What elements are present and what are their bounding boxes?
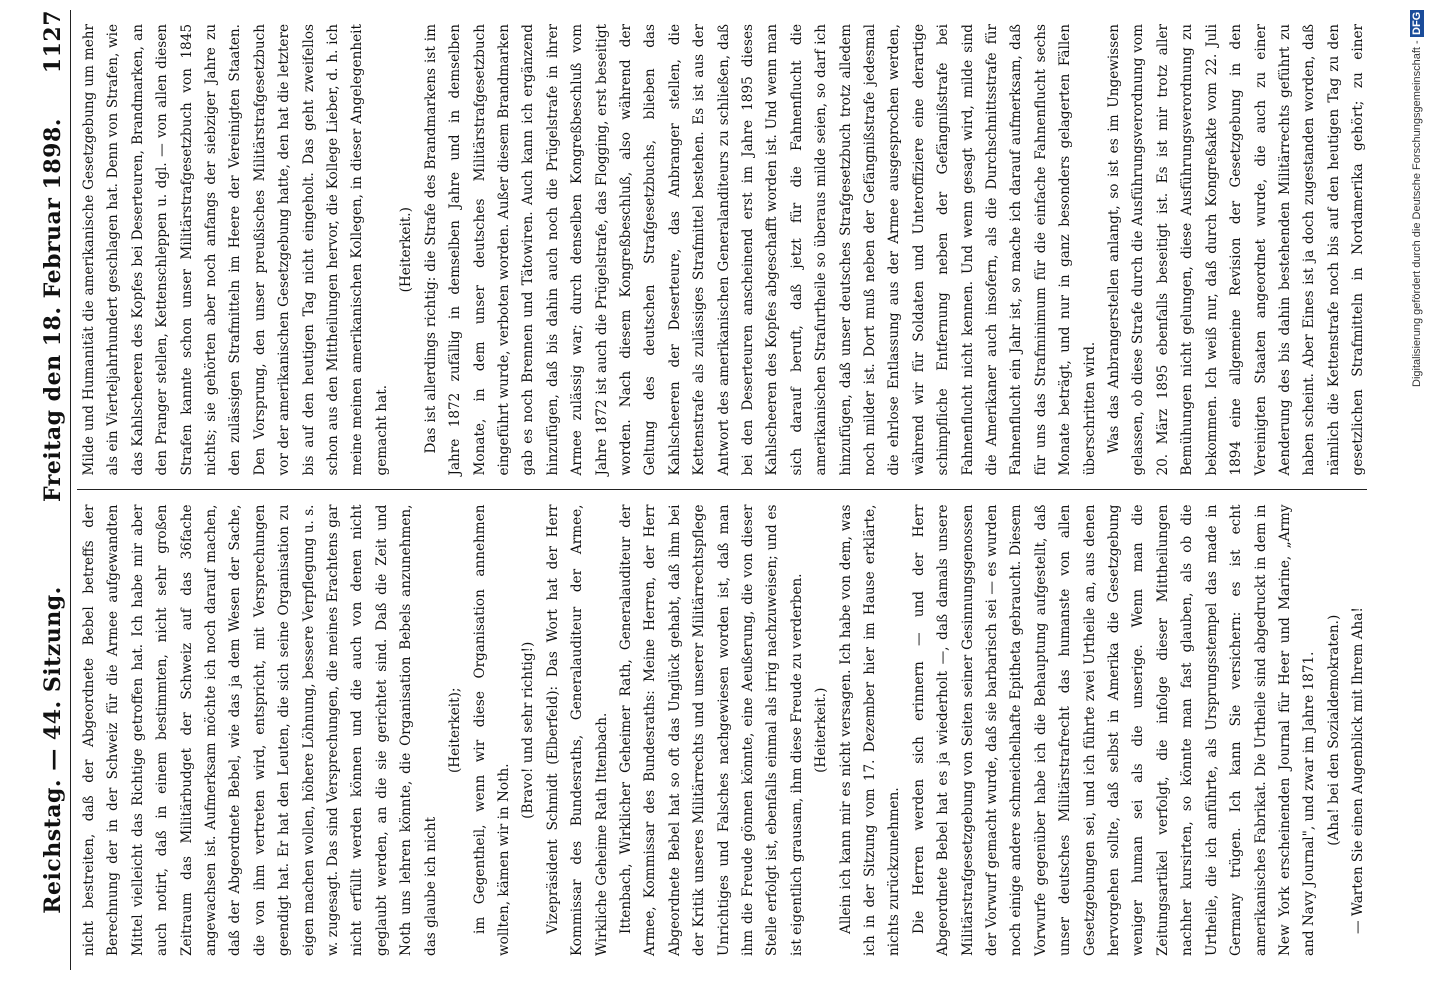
header-session: Reichstag. — 44. Sitzung. [40, 586, 66, 914]
paragraph: Vizepräsident Schmidt (Elberfeld): Das Wort hat der Herr Kommissar des Bundesraths, Generalauditeur der Armee, Wirkliche Geheime Rath Ittenbach. [544, 504, 610, 956]
paragraph: (Aha! bei den Sozialdemokraten.) [1325, 614, 1342, 846]
paragraph: (Heiterkeit.) [398, 207, 415, 293]
paragraph: Das ist allerdings richtig: die Strafe des Brandmarkens ist im Jahre 1872 zufällig in demselben Jahre und in demselben Monate, in dem unser deutsches Militärstrafgesetzbuch eingeführt wurde, verboten worden. Außer diesem Brandmarken gab es noch Brennen und Tätowiren. Auch kann ich ergänzend hinzufügen, daß bis dahin auch noch die Prügelstrafe in ihrer Armee zulässig war; durch denselben Kongreßbeschluß vom Jahre 1872 ist auch die Prügelstrafe, das Flogging, erst beseitigt worden. Nach diesem Kongreßbeschluß, also während der Geltung des deutschen Strafgesetzbuchs, blieben das Kahlscheeren der Deserteure, das Anbranger stellen, die Kettenstrafe als zulässiges Strafmittel bestehen. Es ist aus der Antwort des amerikanischen Generalanditeurs zu schließen, daß bei den Deserteuren anscheinend erst im Jahre 1895 dieses Kahlscheeren des Kopfes abgeschafft worden ist. Und wenn man sich darauf beruft, daß jetzt für die Fahnenflucht die amerikanischen Strafurtheile so überaus milde seien, so darf ich hinzufügen, daß unser deutsches Strafgesetzbuch trotz alledem noch milder ist. Dort muß neben der Gefängnißstrafe jedesmal die ehrlose Entlassung aus der Armee ausgesprochen werden, während wir für Soldaten und Unteroffiziere eine derartige schimpfliche Entfernung neben der Gefängnißstrafe bei Fahnenflucht nicht kennen. Und wenn gesagt wird, milde sind die Amerikaner auch insofern, als die Durchschnittsstrafe für Fahnenflucht ein Jahr ist, so mache ich darauf aufmerksam, daß für uns das Strafminimum für die einfache Fahnenflucht sechs Monate beträgt, und nur in ganz besonders gelagerten Fällen überschritten wird. [422, 24, 1098, 476]
right-column [77, 10, 1367, 491]
paragraph: (Heiterkeit); [447, 687, 464, 774]
paragraph: im Gegentheil, wenn wir diese Organisation annehmen wollten, kämen wir in Noth. [471, 504, 512, 956]
page-header [40, 10, 71, 970]
paragraph: Die Herren werden sich erinnern — und der Herr Abgeordnete Bebel hat es ja wiederholt —, daß damals unsere Militärstrafgesetzgebung von Seiten seiner Gesinnungsgenossen der Vorwurf gemacht wurde, daß sie barbarisch sei — es wurden noch einige andere schmeichelhafte Epitheta gebraucht. Diesem Vorwurfe gegenüber habe ich die Behauptung aufgestellt, daß unser deutsches Militärstrafrecht das humanste von allen Gesetzgebungen sei, und ich führte zwei Urtheile an, aus denen hervorgehen sollte, daß selbst in Amerika die Gesetzgebung weniger human sei als die unserige. Wenn man die Zeitungsartikel verfolgt, die infolge dieser Mittheilungen nachher kursirten, so könnte man fast glauben, als ob die Urtheile, die ich anführte, als Ursprungsstempel das made in Germany trügen. Ich kann Sie versichern: es ist echt amerikanisches Fabrikat. Die Urtheile sind abgedruckt in dem in New York erscheinenden Journal für Heer und Marine, „Army and Navy Journal", und zwar im Jahre 1871. [910, 504, 1318, 956]
paragraph: — Warten Sie einen Augenblick mit Ihrem Aha! [1350, 607, 1367, 934]
paragraph: Was das Anbrangerstellen anlangt, so ist es im Ungewissen gelassen, ob diese Strafe durch die Ausführungsverordnung vom 20. März 1895 ebenfalls beseitigt ist. Es ist mir trotz aller Bemühungen nicht gelungen, diese Ausführungsverordnung zu bekommen. Ich weiß nur, daß durch Kongreßakte vom 22. Juli 1894 eine allgemeine Revision der Gesetzgebung in den Vereinigten Staaten angeordnet wurde, die auch zu einer Aenderung des bis dahin bestehenden Militärrechts geführt zu haben scheint. Aber Eines ist ja doch zugestanden worden, daß nämlich die Kettenstrafe noch bis auf den heutigen Tag zu den gesetzlichen Strafmitteln in Nordamerika gehört; zu einer [1106, 24, 1367, 476]
dfg-logo: DFG [1411, 12, 1423, 36]
text-columns [77, 10, 1367, 970]
paragraph: (Heiterkeit.) [813, 687, 830, 773]
paragraph: Milde und Humanität die amerikanische Gesetzgebung um mehr als ein Vierteljahrhundert geschlagen hat. Denn von Strafen, wie das Kahlscheeren des Kopfes bei Deserteuren, Brandmarken, an den Pranger stellen, Kettenschleppen u. dgl. — von allen diesen Strafen kannte schon unser Militärstrafgesetzbuch von 1845 nichts; sie gehörten aber noch anfangs der siebziger Jahre zu den zulässigen Strafmitteln im Heere der Vereinigten Staaten. Den Vorsprung, den unser preußisches Militärstrafgesetzbuch vor der amerikanischen Gesetzgebung hatte, den hat die letztere bis auf den heutigen Tag nicht eingeholt. Das geht zweifellos schon aus den Mittheilungen hervor, die Kollege Lieber, d. h. ich meine meinen amerikanischen Kollegen, in dieser Angelegenheit gemacht hat. [81, 24, 390, 476]
paragraph: (Bravo! und sehr richtig!) [520, 641, 537, 819]
page-number: 1127 [40, 10, 66, 74]
left-column [77, 491, 1367, 971]
paragraph: nicht bestreiten, daß der Abgeordnete Bebel betreffs der Berechnung der in der Schweiz für die Armee aufgewandten Mittel vielleicht das Richtige getroffen hat. Ich habe mir aber auch notirt, daß in einem bestimmten, nicht sehr großen Zeitraum das Militärbudget der Schweiz auf das 36fache angewachsen ist. Aufmerksam möchte ich noch darauf machen, daß der Abgeordnete Bebel, wie das ja dem Wesen der Sache, die von ihm vertreten wird, entspricht, mit Versprechungen geendigt hat. Er hat den Leuten, die sich seine Organisation zu eigen machen wollen, höhere Löhnung, bessere Verpflegung u. s. w. zugesagt. Das sind Versprechungen, die meines Erachtens gar nicht erfüllt werden können und die auch von denen nicht geglaubt werden, an die sie gerichtet sind. Daß die Zeit und Noth uns lehren könnte, die Organisation Bebels anzunehmen, das glaube ich nicht [81, 504, 439, 956]
paragraph: Ittenbach, Wirklicher Geheimer Rath, Generalauditeur der Armee, Kommissar des Bundesraths: Meine Herren, der Herr Abgeordnete Bebel hat so oft das Unglück gehabt, daß ihm bei der Kritik unseres Militärrechts und unserer Militärrechtspflege Unrichtiges und Falsches nachgewiesen worden ist, daß man ihm die Freude gönnen könnte, eine Aeußerung, die von dieser Stelle erfolgt ist, ebenfalls einmal als irrig nachzuweisen; und es ist eigentlich grausam, ihm diese Freude zu verderben. [617, 504, 805, 956]
paragraph: Allein ich kann mir es nicht versagen. Ich habe von dem, was ich in der Sitzung vom 17. Dezember hier im Hause erklärte, nichts zurückzunehmen. [837, 504, 903, 956]
digitization-credit [1410, 10, 1432, 990]
right-column-body [77, 24, 1367, 476]
header-date: Freitag den 18. Februar 1898. [40, 118, 66, 502]
left-column-body [77, 505, 1367, 957]
credit-text: Digitalisierung gefördert durch die Deutsche Forschungsgemeinschaft - [1411, 40, 1423, 387]
